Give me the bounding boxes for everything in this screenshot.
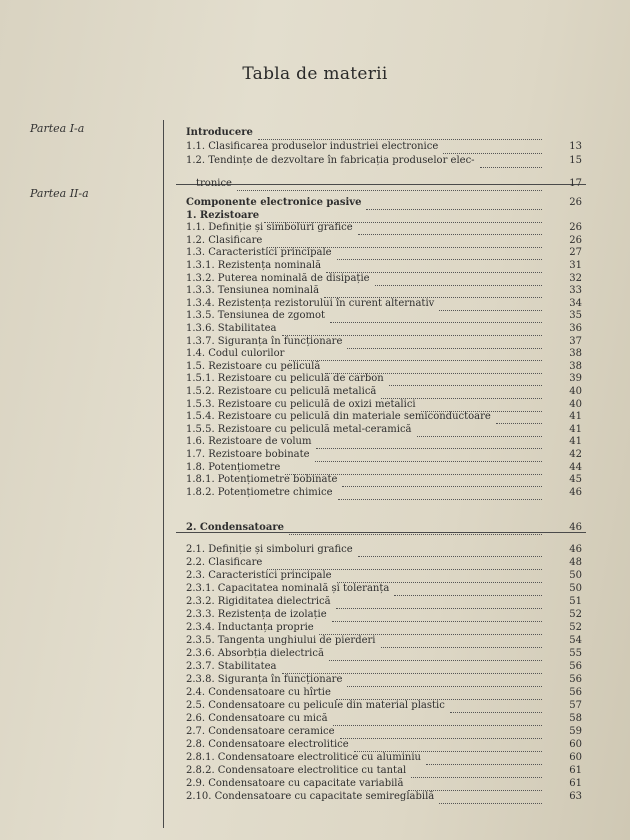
toc-entry-page: 35 [569,310,582,322]
toc-entry-page: 50 [569,570,582,581]
dot-leader [342,474,542,487]
toc-entry-title: 1.3.1. Rezistența nominală [186,260,322,271]
dot-leader [426,752,542,765]
toc-entry [186,273,582,285]
toc-entry-page: 46 [569,486,582,498]
toc-entry [186,285,582,297]
toc-entry [186,197,582,209]
dot-leader [264,210,542,223]
toc-entry-page: 38 [569,348,582,360]
toc-entry [186,235,582,247]
toc-entry [186,700,582,712]
toc-entry-page: 56 [569,661,582,672]
toc-entry-page: 51 [569,596,582,607]
dot-leader [285,462,542,475]
toc-entry-page: 33 [569,285,582,297]
toc-entry-page: 34 [569,297,582,309]
toc-entry-title: 1.2. Tendințe de dezvoltare în fabricația produselor elec- [186,155,475,166]
toc-entry-title: 1.5.2. Rezistoare cu peliculă metalică [186,386,377,397]
toc-entry [186,260,582,272]
toc-entry-page: 27 [569,247,582,259]
dot-leader [237,178,542,191]
toc-entry-title: 2.3.2. Rigiditatea dielectrică [186,596,331,607]
toc-entry-page: 26 [569,222,582,234]
dot-leader [394,583,542,596]
toc-entry-page: 48 [569,557,582,568]
dot-leader [338,487,542,500]
toc-entry [186,596,582,608]
dot-leader [480,155,542,168]
toc-entry [186,726,582,738]
toc-entry-title: 2.3.3. Rezistența de izolație [186,609,327,620]
toc-entry-title: 1.8.1. Potențiometre bobinate [186,474,338,486]
toc-entry-page: 17 [569,178,582,189]
toc-entry [186,411,582,423]
toc-entry [186,247,582,259]
toc-entry-title: 2.3.5. Tangenta unghiului de pierderi [186,635,376,646]
dot-leader [421,399,542,412]
toc-entry [186,310,582,322]
toc-entry-page: 26 [569,234,582,246]
toc-entry [186,323,582,335]
toc-entry-page: 40 [569,386,582,397]
toc-entry-title: 2.8.1. Condensatoare electrolitice cu aluminiu [186,752,421,763]
toc-entry-page: 55 [569,648,582,659]
toc-entry [186,635,582,647]
dot-leader [315,449,542,462]
toc-entry-title: 1.2. Clasificare [186,234,263,246]
dot-leader [336,596,542,609]
toc-entry-title: 2.3.7. Stabilitatea [186,661,277,672]
dot-leader [267,235,542,248]
toc-entry [186,522,582,534]
toc-entry-title: 2.5. Condensatoare cu pelicule din material plastic [186,700,445,711]
toc-entry-title: 2.10. Condensatoare cu capacitate semireglabilă [186,791,435,802]
dot-leader [354,739,542,752]
part-label-2: Partea II-a [30,187,89,200]
dot-leader [358,544,542,557]
toc-entry-page: 32 [569,272,582,284]
toc-entry-page: 56 [569,687,582,698]
toc-entry-page: 41 [569,411,582,423]
toc-entry-page: 31 [569,260,582,271]
toc-entry-title: 2.6. Condensatoare cu mică [186,713,328,724]
toc-entry-title: 1.5.4. Rezistoare cu peliculă din materiale semiconductoare [186,411,491,423]
toc-entry-page: 44 [569,461,582,473]
toc-entry-page: 40 [569,398,582,410]
toc-entry-title: 2.3.4. Inductanța proprie [186,622,314,633]
toc-entry-page: 61 [569,778,582,789]
toc-entry-page: 60 [569,752,582,763]
toc-entry-title: 2.4. Condensatoare cu hîrtie [186,687,331,698]
dot-leader [267,557,542,570]
toc-entry-title: tronice [196,178,232,189]
toc-entry-title: 1.5.3. Rezistoare cu peliculă de oxizi metalici [186,398,416,410]
dot-leader [347,336,542,349]
toc-entry-page: 45 [569,474,582,486]
toc-entry [186,386,582,398]
dot-leader [439,298,542,311]
toc-entry [186,674,582,686]
toc-entry-page: 60 [569,739,582,750]
toc-entry [186,583,582,595]
dot-leader [366,197,542,210]
toc-entry-title: 2.8. Condensatoare electrolitice [186,739,349,750]
toc-entry-title: 1.1. Definiție și simboluri grafice [186,222,353,234]
dot-leader [282,661,542,674]
dot-leader [439,791,542,804]
toc-entry [186,474,582,486]
toc-entry [186,462,582,474]
dot-leader [329,648,542,661]
toc-entry-page: 59 [569,726,582,737]
toc-entry [186,791,582,803]
toc-entry-title: 1.3.6. Stabilitatea [186,323,277,334]
toc-entry [186,127,582,139]
toc-entry-page: 13 [569,141,582,152]
toc-entry-page: 39 [569,373,582,385]
dot-leader [408,778,542,791]
toc-entry-title: 2.3.6. Absorbția dielectrică [186,648,324,659]
dot-leader [282,323,542,336]
dot-leader [289,348,542,361]
toc-entry-page: 50 [569,583,582,594]
toc-entry-title: 1.3.7. Siguranța în funcționare [186,335,343,347]
toc-entry-page: 54 [569,635,582,646]
toc-entry [186,373,582,385]
toc-entry [186,544,582,556]
toc-entry-page: 26 [569,197,582,208]
dot-leader [337,247,542,260]
toc-entry [186,609,582,621]
toc-entry-page: 46 [569,544,582,555]
toc-entry-page: 63 [569,791,582,802]
toc-entry-title: 1.4. Codul culorilor [186,348,285,360]
toc-entry-title: 1.3.2. Puterea nominală de disipație [186,272,370,284]
toc-entry [186,752,582,764]
toc-entry-title: 2.2. Clasificare [186,557,263,568]
toc-entry-title: 1.8.2. Potențiometre chimice [186,486,333,498]
toc-entry [186,222,582,234]
toc-entry-title: 1.8. Potențiometre [186,461,281,473]
toc-entry [186,424,582,436]
toc-entry [186,436,582,448]
toc-entry [186,765,582,777]
toc-entry-page: 41 [569,423,582,435]
toc-entry [186,449,582,461]
toc-entry-title: 1.5. Rezistoare cu peliculă [186,360,321,372]
toc-entry [186,687,582,699]
toc-entry-title: 1. Rezistoare [186,209,260,221]
toc-entry-title: 2. Condensatoare [186,522,284,533]
toc-entry-title: Introducere [186,127,253,138]
toc-entry [186,713,582,725]
dot-leader [336,687,542,700]
toc-entry-title: 2.3.8. Siguranța în funcționare [186,674,343,685]
toc-entry-page: 58 [569,713,582,724]
toc-entry-page: 41 [569,436,582,448]
page-title: Tabla de materii [242,64,388,84]
toc-entry-page: 57 [569,700,582,711]
dot-leader [450,700,542,713]
toc-entry-title: 2.3. Caracteristici principale [186,570,332,581]
dot-leader [358,222,542,235]
dot-leader [443,141,542,154]
dot-leader [496,411,542,424]
toc-entry [186,557,582,569]
dot-leader [347,674,542,687]
toc-entry-page: 46 [569,522,582,533]
dot-leader [340,726,542,739]
toc-entry-page: 42 [569,449,582,460]
toc-entry-page: 15 [569,155,582,166]
dot-leader [316,436,542,449]
toc-entry-title: 2.7. Condensatoare ceramice [186,726,335,737]
toc-entry-title: 1.1. Clasificarea produselor industriei electronice [186,141,439,152]
toc-entry-title: 1.6. Rezistoare de volum [186,436,312,448]
toc-entry [186,622,582,634]
toc-entry-title: 2.8.2. Condensatoare electrolitice cu tantal [186,765,407,776]
toc-entry-title: 1.3. Caracteristici principale [186,247,332,259]
dot-leader [324,285,542,298]
toc-entry-title: 1.3.5. Tensiunea de zgomot [186,310,326,322]
part-label-1: Partea I-a [30,122,85,135]
toc-entry-title: 2.1. Definiție și simboluri grafice [186,544,353,555]
toc-entry-page: 36 [569,323,582,334]
toc-entry [186,661,582,673]
toc-entry-page: 56 [569,674,582,685]
dot-leader [289,522,542,535]
dot-leader [332,609,542,622]
dot-leader [326,260,542,273]
dot-leader [325,361,542,374]
toc-entry-page: 52 [569,609,582,620]
toc-entry [186,298,582,310]
toc-entry [186,336,582,348]
dot-leader [333,713,542,726]
margin-rule [163,120,164,828]
dot-leader [381,635,542,648]
toc-entry [186,570,582,582]
toc-entry-page: 37 [569,335,582,347]
toc-entry-title: 1.7. Rezistoare bobinate [186,449,310,460]
dot-leader [411,765,542,778]
toc-entry [186,361,582,373]
toc-entry [186,778,582,790]
toc-entry-title: 1.3.3. Tensiunea nominală [186,285,320,297]
toc-entry [186,648,582,660]
dot-leader [337,570,542,583]
toc-entry-title: 2.3.1. Capacitatea nominală și toleranța [186,583,390,594]
dot-leader [389,373,542,386]
toc-entry [186,348,582,360]
toc-entry [186,739,582,751]
toc-entry-title: 1.5.5. Rezistoare cu peliculă metal-ceramică [186,423,412,435]
toc-entry-title: 1.5.1. Rezistoare cu peliculă de carbon [186,373,384,385]
dot-leader [330,310,542,323]
toc-entry [186,399,582,411]
toc-entry-page: 52 [569,622,582,633]
toc-entry-page: 61 [569,765,582,776]
toc-entry-title: 1.3.4. Rezistența rezistorului în curent alternativ [186,297,435,309]
dot-leader [375,273,542,286]
dot-leader [417,424,542,437]
toc-entry [186,141,582,153]
toc-entry [186,155,582,167]
toc-entry-title: Componente electronice pasive [186,197,362,208]
dot-leader [258,127,542,140]
toc-entry-title: 2.9. Condensatoare cu capacitate variabilă [186,778,404,789]
toc-entry [186,487,582,499]
toc-entry [186,178,582,190]
toc-entry [186,210,582,222]
dot-leader [319,622,542,635]
dot-leader [381,386,542,399]
toc-entry-page: 38 [569,360,582,372]
